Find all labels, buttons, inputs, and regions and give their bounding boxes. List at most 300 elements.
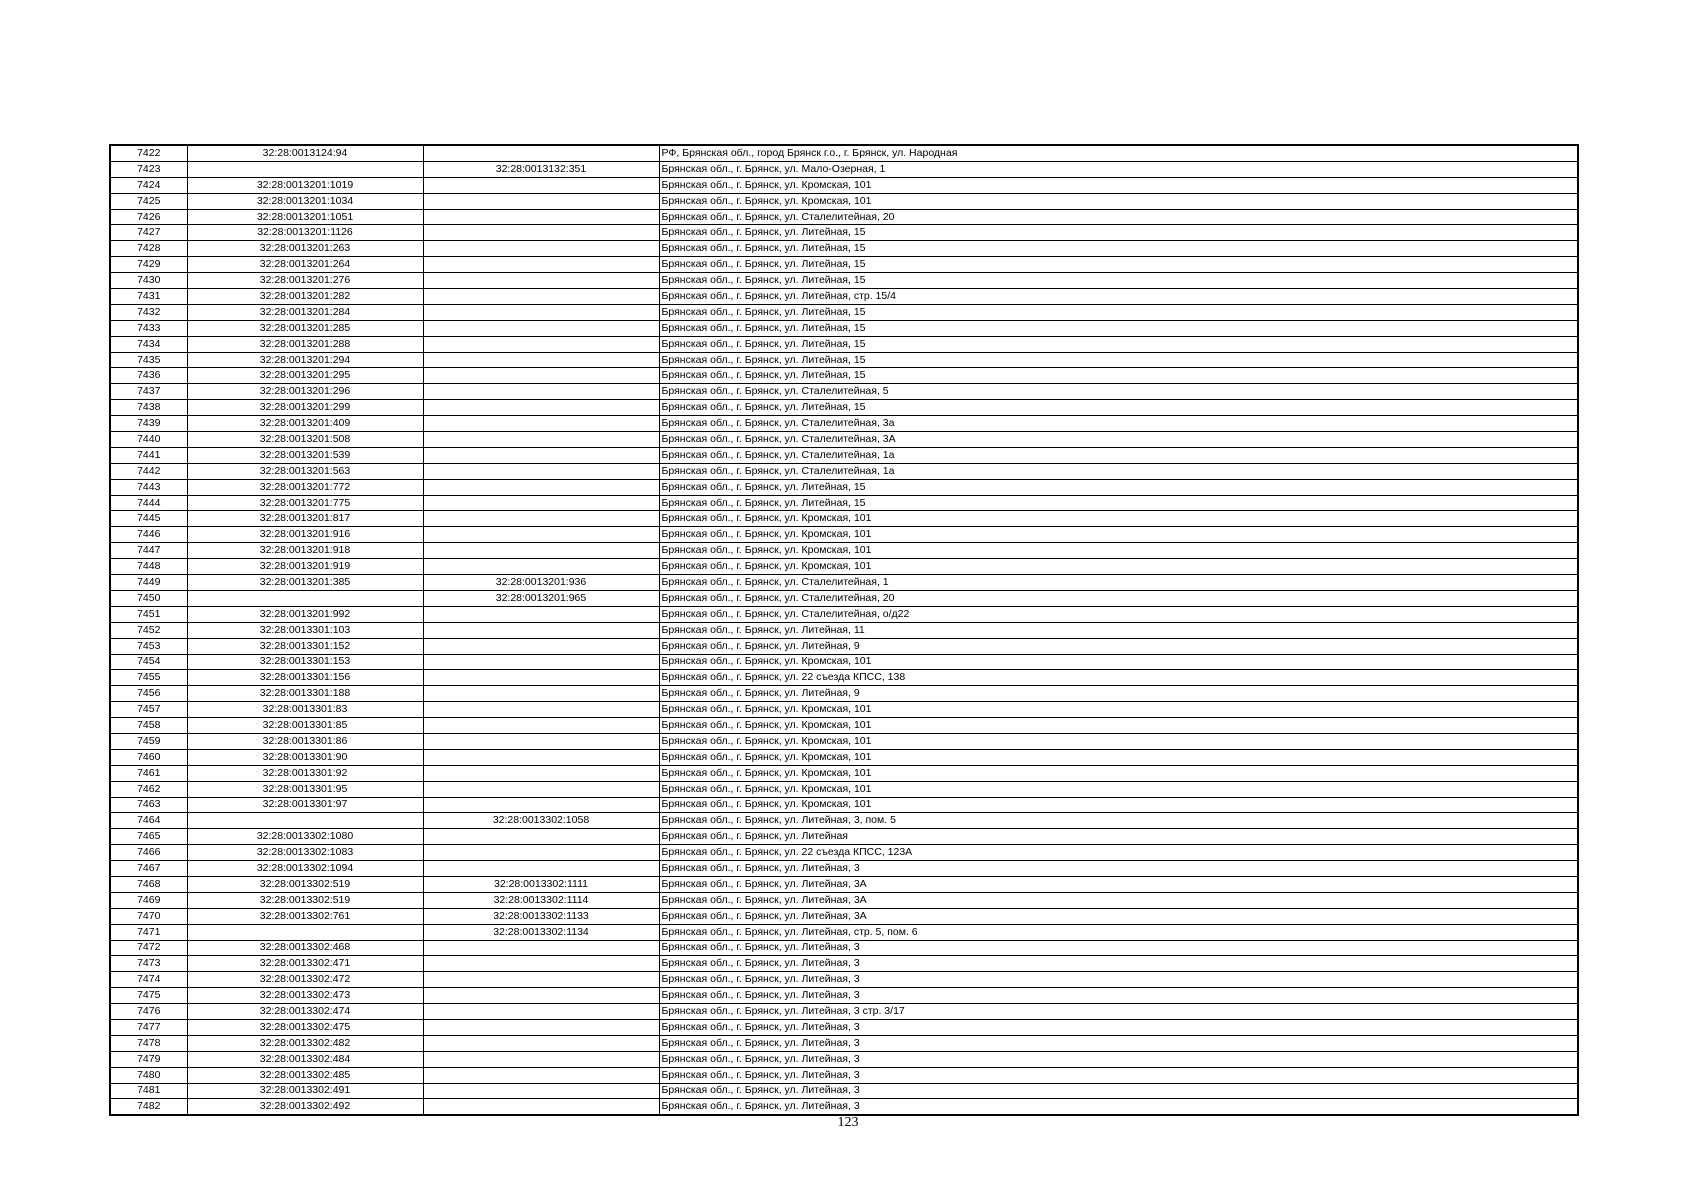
address-cell: Брянская обл., г. Брянск, ул. Сталелитейная, 1а	[659, 463, 1578, 479]
related-cadastral-number-cell	[423, 670, 659, 686]
table-row	[110, 590, 1578, 606]
row-number-cell: 7480	[110, 1067, 187, 1083]
address-cell: Брянская обл., г. Брянск, ул. Литейная, 15	[659, 225, 1578, 241]
related-cadastral-number-cell	[423, 447, 659, 463]
related-cadastral-number-cell	[423, 400, 659, 416]
row-number-cell: 7455	[110, 670, 187, 686]
cadastral-number-cell: 32:28:0013302:492	[187, 1099, 423, 1115]
table-row	[110, 1051, 1578, 1067]
row-number-cell: 7445	[110, 511, 187, 527]
registry-table-body	[110, 145, 1578, 1115]
related-cadastral-number-cell	[423, 606, 659, 622]
address-cell: Брянская обл., г. Брянск, ул. Мало-Озерная, 1	[659, 161, 1578, 177]
related-cadastral-number-cell: 32:28:0013302:1133	[423, 908, 659, 924]
cadastral-number-cell: 32:28:0013302:473	[187, 988, 423, 1004]
related-cadastral-number-cell	[423, 956, 659, 972]
related-cadastral-number-cell	[423, 718, 659, 734]
row-number-cell: 7441	[110, 447, 187, 463]
table-row	[110, 495, 1578, 511]
table-row	[110, 257, 1578, 273]
cadastral-number-cell: 32:28:0013301:153	[187, 654, 423, 670]
cadastral-number-cell	[187, 924, 423, 940]
row-number-cell: 7439	[110, 416, 187, 432]
cadastral-number-cell: 32:28:0013201:288	[187, 336, 423, 352]
table-row	[110, 273, 1578, 289]
table-row	[110, 749, 1578, 765]
address-cell: Брянская обл., г. Брянск, ул. Литейная, 15	[659, 304, 1578, 320]
address-cell: Брянская обл., г. Брянск, ул. Литейная, 15	[659, 273, 1578, 289]
address-cell: Брянская обл., г. Брянск, ул. Литейная, 3А	[659, 892, 1578, 908]
related-cadastral-number-cell	[423, 733, 659, 749]
related-cadastral-number-cell	[423, 861, 659, 877]
table-row	[110, 765, 1578, 781]
table-row	[110, 781, 1578, 797]
address-cell: Брянская обл., г. Брянск, ул. Литейная, 3	[659, 1099, 1578, 1115]
table-row	[110, 654, 1578, 670]
row-number-cell: 7478	[110, 1035, 187, 1051]
related-cadastral-number-cell	[423, 940, 659, 956]
table-row	[110, 543, 1578, 559]
cadastral-number-cell: 32:28:0013201:385	[187, 575, 423, 591]
cadastral-number-cell: 32:28:0013201:263	[187, 241, 423, 257]
address-cell: Брянская обл., г. Брянск, ул. Кромская, 101	[659, 781, 1578, 797]
cadastral-number-cell: 32:28:0013201:1051	[187, 209, 423, 225]
table-row	[110, 1019, 1578, 1035]
table-row	[110, 241, 1578, 257]
cadastral-number-cell: 32:28:0013201:919	[187, 559, 423, 575]
row-number-cell: 7443	[110, 479, 187, 495]
row-number-cell: 7459	[110, 733, 187, 749]
row-number-cell: 7427	[110, 225, 187, 241]
row-number-cell: 7430	[110, 273, 187, 289]
address-cell: Брянская обл., г. Брянск, ул. Сталелитейная, 3А	[659, 432, 1578, 448]
table-row	[110, 400, 1578, 416]
address-cell: Брянская обл., г. Брянск, ул. Кромская, 101	[659, 765, 1578, 781]
related-cadastral-number-cell	[423, 479, 659, 495]
table-row	[110, 1004, 1578, 1020]
address-cell: Брянская обл., г. Брянск, ул. Сталелитейная, о/д22	[659, 606, 1578, 622]
related-cadastral-number-cell: 32:28:0013201:936	[423, 575, 659, 591]
address-cell: Брянская обл., г. Брянск, ул. Кромская, 101	[659, 733, 1578, 749]
related-cadastral-number-cell	[423, 209, 659, 225]
row-number-cell: 7471	[110, 924, 187, 940]
related-cadastral-number-cell	[423, 463, 659, 479]
address-cell: Брянская обл., г. Брянск, ул. Литейная, 9	[659, 638, 1578, 654]
table-row	[110, 845, 1578, 861]
row-number-cell: 7431	[110, 289, 187, 305]
table-row	[110, 622, 1578, 638]
address-cell: Брянская обл., г. Брянск, ул. Сталелитейная, 5	[659, 384, 1578, 400]
table-row	[110, 336, 1578, 352]
table-row	[110, 463, 1578, 479]
table-row	[110, 972, 1578, 988]
row-number-cell: 7466	[110, 845, 187, 861]
related-cadastral-number-cell	[423, 527, 659, 543]
row-number-cell: 7447	[110, 543, 187, 559]
cadastral-number-cell: 32:28:0013301:152	[187, 638, 423, 654]
row-number-cell: 7425	[110, 193, 187, 209]
table-row	[110, 606, 1578, 622]
table-row	[110, 527, 1578, 543]
address-cell: Брянская обл., г. Брянск, ул. Литейная, 15	[659, 241, 1578, 257]
table-row	[110, 733, 1578, 749]
related-cadastral-number-cell	[423, 352, 659, 368]
related-cadastral-number-cell	[423, 320, 659, 336]
cadastral-number-cell: 32:28:0013301:86	[187, 733, 423, 749]
row-number-cell: 7475	[110, 988, 187, 1004]
cadastral-number-cell: 32:28:0013302:1094	[187, 861, 423, 877]
table-row	[110, 225, 1578, 241]
address-cell: Брянская обл., г. Брянск, ул. Кромская, 101	[659, 749, 1578, 765]
related-cadastral-number-cell	[423, 1083, 659, 1099]
row-number-cell: 7461	[110, 765, 187, 781]
table-row	[110, 479, 1578, 495]
table-row	[110, 1067, 1578, 1083]
cadastral-number-cell: 32:28:0013301:83	[187, 702, 423, 718]
table-row	[110, 161, 1578, 177]
table-row	[110, 638, 1578, 654]
related-cadastral-number-cell	[423, 416, 659, 432]
address-cell: Брянская обл., г. Брянск, ул. Литейная, 3	[659, 988, 1578, 1004]
cadastral-number-cell: 32:28:0013302:468	[187, 940, 423, 956]
cadastral-number-cell	[187, 161, 423, 177]
address-cell: Брянская обл., г. Брянск, ул. Литейная	[659, 829, 1578, 845]
address-cell: Брянская обл., г. Брянск, ул. Литейная, 15	[659, 400, 1578, 416]
table-row	[110, 193, 1578, 209]
cadastral-number-cell: 32:28:0013201:817	[187, 511, 423, 527]
cadastral-number-cell: 32:28:0013302:519	[187, 876, 423, 892]
row-number-cell: 7424	[110, 177, 187, 193]
row-number-cell: 7479	[110, 1051, 187, 1067]
table-row	[110, 956, 1578, 972]
related-cadastral-number-cell: 32:28:0013302:1111	[423, 876, 659, 892]
row-number-cell: 7464	[110, 813, 187, 829]
related-cadastral-number-cell	[423, 273, 659, 289]
cadastral-number-cell: 32:28:0013301:92	[187, 765, 423, 781]
cadastral-number-cell: 32:28:0013201:284	[187, 304, 423, 320]
row-number-cell: 7460	[110, 749, 187, 765]
related-cadastral-number-cell: 32:28:0013132:351	[423, 161, 659, 177]
row-number-cell: 7444	[110, 495, 187, 511]
table-row	[110, 892, 1578, 908]
row-number-cell: 7432	[110, 304, 187, 320]
related-cadastral-number-cell: 32:28:0013302:1134	[423, 924, 659, 940]
row-number-cell: 7442	[110, 463, 187, 479]
table-row	[110, 686, 1578, 702]
address-cell: Брянская обл., г. Брянск, ул. Литейная, 3А	[659, 908, 1578, 924]
row-number-cell: 7449	[110, 575, 187, 591]
table-row	[110, 718, 1578, 734]
table-row	[110, 908, 1578, 924]
row-number-cell: 7456	[110, 686, 187, 702]
cadastral-number-cell: 32:28:0013302:474	[187, 1004, 423, 1020]
row-number-cell: 7434	[110, 336, 187, 352]
address-cell: Брянская обл., г. Брянск, ул. Литейная, 15	[659, 368, 1578, 384]
table-row	[110, 988, 1578, 1004]
address-cell: Брянская обл., г. Брянск, ул. Кромская, 101	[659, 718, 1578, 734]
table-row	[110, 320, 1578, 336]
cadastral-number-cell: 32:28:0013201:508	[187, 432, 423, 448]
related-cadastral-number-cell	[423, 1067, 659, 1083]
row-number-cell: 7481	[110, 1083, 187, 1099]
address-cell: Брянская обл., г. Брянск, ул. Кромская, 101	[659, 702, 1578, 718]
table-row	[110, 1035, 1578, 1051]
address-cell: Брянская обл., г. Брянск, ул. Сталелитейная, 20	[659, 209, 1578, 225]
table-row	[110, 861, 1578, 877]
related-cadastral-number-cell	[423, 1099, 659, 1115]
related-cadastral-number-cell: 32:28:0013302:1114	[423, 892, 659, 908]
cadastral-number-cell: 32:28:0013201:1126	[187, 225, 423, 241]
table-row	[110, 145, 1578, 161]
cadastral-number-cell: 32:28:0013302:482	[187, 1035, 423, 1051]
row-number-cell: 7454	[110, 654, 187, 670]
row-number-cell: 7470	[110, 908, 187, 924]
cadastral-number-cell: 32:28:0013201:264	[187, 257, 423, 273]
row-number-cell: 7426	[110, 209, 187, 225]
address-cell: Брянская обл., г. Брянск, ул. Литейная, 15	[659, 479, 1578, 495]
row-number-cell: 7429	[110, 257, 187, 273]
row-number-cell: 7477	[110, 1019, 187, 1035]
table-row	[110, 829, 1578, 845]
related-cadastral-number-cell	[423, 638, 659, 654]
cadastral-number-cell: 32:28:0013201:299	[187, 400, 423, 416]
row-number-cell: 7468	[110, 876, 187, 892]
related-cadastral-number-cell	[423, 384, 659, 400]
cadastral-number-cell: 32:28:0013201:276	[187, 273, 423, 289]
related-cadastral-number-cell	[423, 765, 659, 781]
cadastral-number-cell: 32:28:0013302:1083	[187, 845, 423, 861]
related-cadastral-number-cell	[423, 1004, 659, 1020]
cadastral-number-cell: 32:28:0013302:761	[187, 908, 423, 924]
address-cell: Брянская обл., г. Брянск, ул. Литейная, 15	[659, 320, 1578, 336]
related-cadastral-number-cell	[423, 781, 659, 797]
cadastral-number-cell: 32:28:0013302:475	[187, 1019, 423, 1035]
row-number-cell: 7453	[110, 638, 187, 654]
related-cadastral-number-cell: 32:28:0013201:965	[423, 590, 659, 606]
row-number-cell: 7446	[110, 527, 187, 543]
table-row	[110, 575, 1578, 591]
row-number-cell: 7451	[110, 606, 187, 622]
cadastral-number-cell: 32:28:0013201:992	[187, 606, 423, 622]
cadastral-number-cell: 32:28:0013201:409	[187, 416, 423, 432]
table-row	[110, 447, 1578, 463]
related-cadastral-number-cell	[423, 845, 659, 861]
related-cadastral-number-cell	[423, 702, 659, 718]
cadastral-number-cell: 32:28:0013302:472	[187, 972, 423, 988]
cadastral-number-cell: 32:28:0013201:918	[187, 543, 423, 559]
cadastral-number-cell: 32:28:0013201:285	[187, 320, 423, 336]
cadastral-number-cell: 32:28:0013302:471	[187, 956, 423, 972]
address-cell: Брянская обл., г. Брянск, ул. Кромская, 101	[659, 177, 1578, 193]
row-number-cell: 7428	[110, 241, 187, 257]
address-cell: Брянская обл., г. Брянск, ул. Литейная, 3 стр. 3/17	[659, 1004, 1578, 1020]
cadastral-number-cell: 32:28:0013301:103	[187, 622, 423, 638]
address-cell: Брянская обл., г. Брянск, ул. 22 съезда КПСС, 138	[659, 670, 1578, 686]
row-number-cell: 7438	[110, 400, 187, 416]
cadastral-number-cell: 32:28:0013301:85	[187, 718, 423, 734]
cadastral-number-cell: 32:28:0013301:188	[187, 686, 423, 702]
address-cell: Брянская обл., г. Брянск, ул. Литейная, стр. 15/4	[659, 289, 1578, 305]
row-number-cell: 7436	[110, 368, 187, 384]
table-row	[110, 416, 1578, 432]
related-cadastral-number-cell	[423, 193, 659, 209]
cadastral-number-cell: 32:28:0013301:97	[187, 797, 423, 813]
address-cell: Брянская обл., г. Брянск, ул. Литейная, 9	[659, 686, 1578, 702]
related-cadastral-number-cell	[423, 368, 659, 384]
cadastral-number-cell	[187, 590, 423, 606]
cadastral-number-cell: 32:28:0013201:563	[187, 463, 423, 479]
row-number-cell: 7467	[110, 861, 187, 877]
table-row	[110, 797, 1578, 813]
address-cell: Брянская обл., г. Брянск, ул. Кромская, 101	[659, 543, 1578, 559]
related-cadastral-number-cell	[423, 1051, 659, 1067]
cadastral-number-cell: 32:28:0013302:491	[187, 1083, 423, 1099]
table-row	[110, 1099, 1578, 1115]
cadastral-number-cell: 32:28:0013201:916	[187, 527, 423, 543]
row-number-cell: 7458	[110, 718, 187, 734]
table-row	[110, 702, 1578, 718]
row-number-cell: 7437	[110, 384, 187, 400]
row-number-cell: 7433	[110, 320, 187, 336]
cadastral-number-cell: 32:28:0013201:539	[187, 447, 423, 463]
address-cell: Брянская обл., г. Брянск, ул. 22 съезда КПСС, 123А	[659, 845, 1578, 861]
cadastral-number-cell: 32:28:0013302:484	[187, 1051, 423, 1067]
address-cell: Брянская обл., г. Брянск, ул. Литейная, 3	[659, 1067, 1578, 1083]
address-cell: Брянская обл., г. Брянск, ул. Сталелитейная, 3а	[659, 416, 1578, 432]
address-cell: Брянская обл., г. Брянск, ул. Литейная, стр. 5, пом. 6	[659, 924, 1578, 940]
cadastral-number-cell: 32:28:0013201:282	[187, 289, 423, 305]
table-row	[110, 924, 1578, 940]
address-cell: Брянская обл., г. Брянск, ул. Литейная, 15	[659, 336, 1578, 352]
address-cell: Брянская обл., г. Брянск, ул. Литейная, 3	[659, 940, 1578, 956]
row-number-cell: 7474	[110, 972, 187, 988]
address-cell: Брянская обл., г. Брянск, ул. Литейная, 3	[659, 972, 1578, 988]
address-cell: Брянская обл., г. Брянск, ул. Литейная, 3	[659, 1051, 1578, 1067]
related-cadastral-number-cell	[423, 654, 659, 670]
cadastral-number-cell: 32:28:0013201:775	[187, 495, 423, 511]
address-cell: Брянская обл., г. Брянск, ул. Литейная, 11	[659, 622, 1578, 638]
related-cadastral-number-cell	[423, 686, 659, 702]
related-cadastral-number-cell	[423, 304, 659, 320]
registry-table	[109, 144, 1579, 1116]
table-row	[110, 940, 1578, 956]
cadastral-number-cell: 32:28:0013201:296	[187, 384, 423, 400]
page-number: 123	[837, 1115, 859, 1130]
address-cell: Брянская обл., г. Брянск, ул. Литейная, 3	[659, 861, 1578, 877]
row-number-cell: 7469	[110, 892, 187, 908]
related-cadastral-number-cell	[423, 511, 659, 527]
row-number-cell: 7440	[110, 432, 187, 448]
related-cadastral-number-cell	[423, 543, 659, 559]
table-row	[110, 670, 1578, 686]
cadastral-number-cell: 32:28:0013301:90	[187, 749, 423, 765]
related-cadastral-number-cell	[423, 257, 659, 273]
related-cadastral-number-cell	[423, 289, 659, 305]
cadastral-number-cell	[187, 813, 423, 829]
table-row	[110, 384, 1578, 400]
table-row	[110, 1083, 1578, 1099]
table-row	[110, 813, 1578, 829]
address-cell: Брянская обл., г. Брянск, ул. Литейная, 3, пом. 5	[659, 813, 1578, 829]
cadastral-number-cell: 32:28:0013301:156	[187, 670, 423, 686]
cadastral-number-cell: 32:28:0013201:1019	[187, 177, 423, 193]
address-cell: Брянская обл., г. Брянск, ул. Литейная, 15	[659, 257, 1578, 273]
address-cell: Брянская обл., г. Брянск, ул. Литейная, 3	[659, 1035, 1578, 1051]
row-number-cell: 7450	[110, 590, 187, 606]
row-number-cell: 7476	[110, 1004, 187, 1020]
cadastral-number-cell: 32:28:0013301:95	[187, 781, 423, 797]
address-cell: Брянская обл., г. Брянск, ул. Кромская, 101	[659, 527, 1578, 543]
address-cell: Брянская обл., г. Брянск, ул. Кромская, 101	[659, 654, 1578, 670]
row-number-cell: 7435	[110, 352, 187, 368]
table-row	[110, 209, 1578, 225]
related-cadastral-number-cell	[423, 145, 659, 161]
related-cadastral-number-cell	[423, 1035, 659, 1051]
table-row	[110, 352, 1578, 368]
address-cell: Брянская обл., г. Брянск, ул. Литейная, 3	[659, 1019, 1578, 1035]
address-cell: Брянская обл., г. Брянск, ул. Литейная, 15	[659, 495, 1578, 511]
related-cadastral-number-cell	[423, 749, 659, 765]
cadastral-number-cell: 32:28:0013302:519	[187, 892, 423, 908]
address-cell: Брянская обл., г. Брянск, ул. Кромская, 101	[659, 511, 1578, 527]
cadastral-number-cell: 32:28:0013302:485	[187, 1067, 423, 1083]
related-cadastral-number-cell	[423, 225, 659, 241]
address-cell: Брянская обл., г. Брянск, ул. Литейная, 3	[659, 956, 1578, 972]
row-number-cell: 7473	[110, 956, 187, 972]
row-number-cell: 7422	[110, 145, 187, 161]
table-row	[110, 304, 1578, 320]
table-row	[110, 177, 1578, 193]
table-row	[110, 559, 1578, 575]
related-cadastral-number-cell	[423, 559, 659, 575]
cadastral-number-cell: 32:28:0013201:295	[187, 368, 423, 384]
related-cadastral-number-cell	[423, 432, 659, 448]
cadastral-number-cell: 32:28:0013201:294	[187, 352, 423, 368]
related-cadastral-number-cell	[423, 972, 659, 988]
table-row	[110, 511, 1578, 527]
address-cell: Брянская обл., г. Брянск, ул. Кромская, 101	[659, 193, 1578, 209]
table-row	[110, 368, 1578, 384]
related-cadastral-number-cell	[423, 241, 659, 257]
cadastral-number-cell: 32:28:0013201:1034	[187, 193, 423, 209]
row-number-cell: 7463	[110, 797, 187, 813]
cadastral-number-cell: 32:28:0013124:94	[187, 145, 423, 161]
row-number-cell: 7452	[110, 622, 187, 638]
address-cell: РФ, Брянская обл., город Брянск г.о., г. Брянск, ул. Народная	[659, 145, 1578, 161]
address-cell: Брянская обл., г. Брянск, ул. Сталелитейная, 1а	[659, 447, 1578, 463]
address-cell: Брянская обл., г. Брянск, ул. Литейная, 15	[659, 352, 1578, 368]
related-cadastral-number-cell	[423, 336, 659, 352]
table-row	[110, 432, 1578, 448]
row-number-cell: 7448	[110, 559, 187, 575]
related-cadastral-number-cell: 32:28:0013302:1058	[423, 813, 659, 829]
address-cell: Брянская обл., г. Брянск, ул. Литейная, 3А	[659, 876, 1578, 892]
cadastral-number-cell: 32:28:0013302:1080	[187, 829, 423, 845]
row-number-cell: 7457	[110, 702, 187, 718]
related-cadastral-number-cell	[423, 495, 659, 511]
row-number-cell: 7423	[110, 161, 187, 177]
address-cell: Брянская обл., г. Брянск, ул. Кромская, 101	[659, 797, 1578, 813]
row-number-cell: 7462	[110, 781, 187, 797]
address-cell: Брянская обл., г. Брянск, ул. Сталелитейная, 1	[659, 575, 1578, 591]
related-cadastral-number-cell	[423, 1019, 659, 1035]
related-cadastral-number-cell	[423, 829, 659, 845]
address-cell: Брянская обл., г. Брянск, ул. Кромская, 101	[659, 559, 1578, 575]
address-cell: Брянская обл., г. Брянск, ул. Сталелитейная, 20	[659, 590, 1578, 606]
row-number-cell: 7472	[110, 940, 187, 956]
table-row	[110, 876, 1578, 892]
address-cell: Брянская обл., г. Брянск, ул. Литейная, 3	[659, 1083, 1578, 1099]
